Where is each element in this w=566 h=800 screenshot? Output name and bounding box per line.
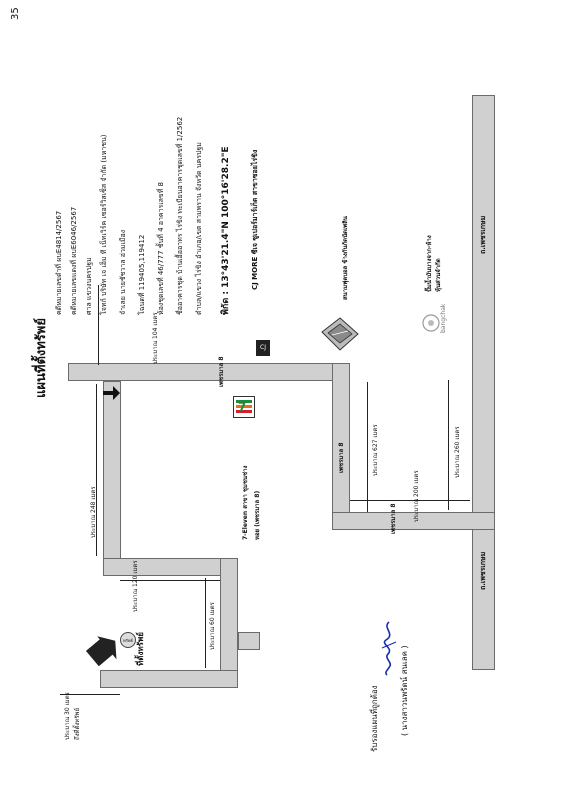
info-line-6: โฉนดที่ 119405,119412	[138, 234, 146, 315]
info-line-1: คดีหมายเลขดำที่ ผบE4814/2567	[55, 210, 63, 315]
junction-6	[221, 559, 237, 575]
stadium-icon	[318, 314, 362, 360]
label-soi8-middle: เพชรมาล 8	[338, 442, 345, 473]
label-soi8-top: เพชรมาล 8	[218, 356, 225, 387]
info-line-5: จำเลย นายชัชวาล อ่วมเมือง	[119, 229, 127, 315]
direction-arrow-icon	[101, 383, 121, 403]
bangchak-icon	[420, 312, 442, 334]
dist-30-note: ถึงที่ตั้งทรัพย์	[74, 708, 81, 740]
cj-more-logo: CJ	[256, 340, 270, 356]
junction-5	[104, 559, 120, 575]
property-label: ที่ตั้งทรัพย์	[136, 632, 145, 666]
road-60	[220, 558, 238, 688]
road-120	[103, 558, 238, 576]
info-line-7: ห้องชุดเลขที่ 46/777 ชั้นที่ 4 อาคารเลขที่ 8	[157, 181, 165, 315]
coordinates: พิกัด : 13°43'21.4"N 100°16'28.2"E	[221, 146, 231, 315]
dim-line-260	[448, 380, 449, 510]
junction-3	[473, 513, 494, 529]
dist-104: ประมาณ 104 เมตร	[152, 312, 159, 364]
info-line-9: ตำบล/แขวง ไร่ขิง อำเภอ/เขต สามพราน จังหวัด นครปฐม	[195, 142, 203, 315]
info-line-4: โจทก์ บริษัท เจ เอ็ม ที เน็ทเวิร์ค เซอร์วิสเซ็ส จำกัด (มหาชน)	[100, 134, 108, 315]
dist-200: ประมาณ 200 เมตร	[413, 470, 420, 522]
dim-line-627	[367, 382, 368, 512]
dist-627: ประมาณ 627 เมตร	[372, 424, 379, 476]
road-soi8-middle	[332, 363, 350, 517]
certify-label: รับรองแผนที่ถูกต้อง	[370, 685, 379, 752]
junction-7	[221, 671, 237, 687]
junction-4	[104, 364, 120, 380]
gas-station-label: ปั๊มน้ำมันบางจาก-ห้าง	[426, 235, 433, 292]
road-stub-right	[238, 632, 260, 650]
seven-eleven-logo-text: 7	[238, 400, 247, 414]
property-icon: ทรัพย์	[120, 632, 136, 648]
dim-line-104	[98, 285, 99, 365]
property-arrow-icon	[86, 636, 120, 666]
gas-station-label-2: หุ้นส่วนจำกัด	[435, 258, 442, 292]
dist-60: ประมาณ 60 เมตร	[209, 602, 216, 650]
certify-name: ( นางสาวนพรัตน์ สนเลค )	[400, 645, 409, 736]
label-phetkasem-lower: ถ.เพชรเกษม	[479, 551, 487, 590]
road-30	[100, 670, 238, 688]
junction-1	[333, 364, 349, 380]
dim-line-200	[350, 500, 470, 501]
seven-eleven-label-2: หอย (เพชรมาล 8)	[254, 490, 261, 540]
bangchak-logo-text: bangchak	[440, 303, 447, 333]
road-248	[103, 381, 121, 576]
label-phetkasem-upper: ถ.เพชรเกษม	[479, 215, 487, 254]
stadium-label: สนามฟุตบอล ข้างกันกัดนัดเพลิน	[342, 216, 349, 300]
dist-120: ประมาณ 120 เมตร	[132, 560, 139, 612]
dim-line-60	[205, 578, 206, 668]
junction-2	[333, 513, 349, 529]
seven-eleven-label: 7-Eleven สาขา ชุมชนช่าง	[242, 465, 249, 540]
label-soi8-bottom: เพชรมาล 8	[390, 503, 397, 534]
info-line-2: คดีหมายเลขแดงที่ ผบE6046/2567	[70, 206, 78, 315]
junction-8	[221, 633, 237, 649]
dist-260: ประมาณ 260 เมตร	[454, 426, 461, 478]
map-title: แผนที่ตั้งทรัพย์	[34, 318, 49, 398]
cj-more-label: CJ MORE ซีเจ ซูเปอร์มาร์เก็ต สาขาซอยไร่ขิง	[251, 149, 259, 290]
dist-30: ประมาณ 30 เมตร	[64, 692, 71, 740]
dist-248: ประมาณ 248 เมตร	[90, 486, 97, 538]
signature-icon	[378, 618, 400, 678]
info-line-8: ชื่ออาคารชุด บ้านเอื้ออาทร ไร่ขิง ทะเบียนอาคารชุดเลขที่ 1/2562	[176, 116, 184, 315]
info-line-3: ศาล แขวงนครปฐม	[85, 257, 93, 315]
page-number: 35	[10, 7, 21, 20]
